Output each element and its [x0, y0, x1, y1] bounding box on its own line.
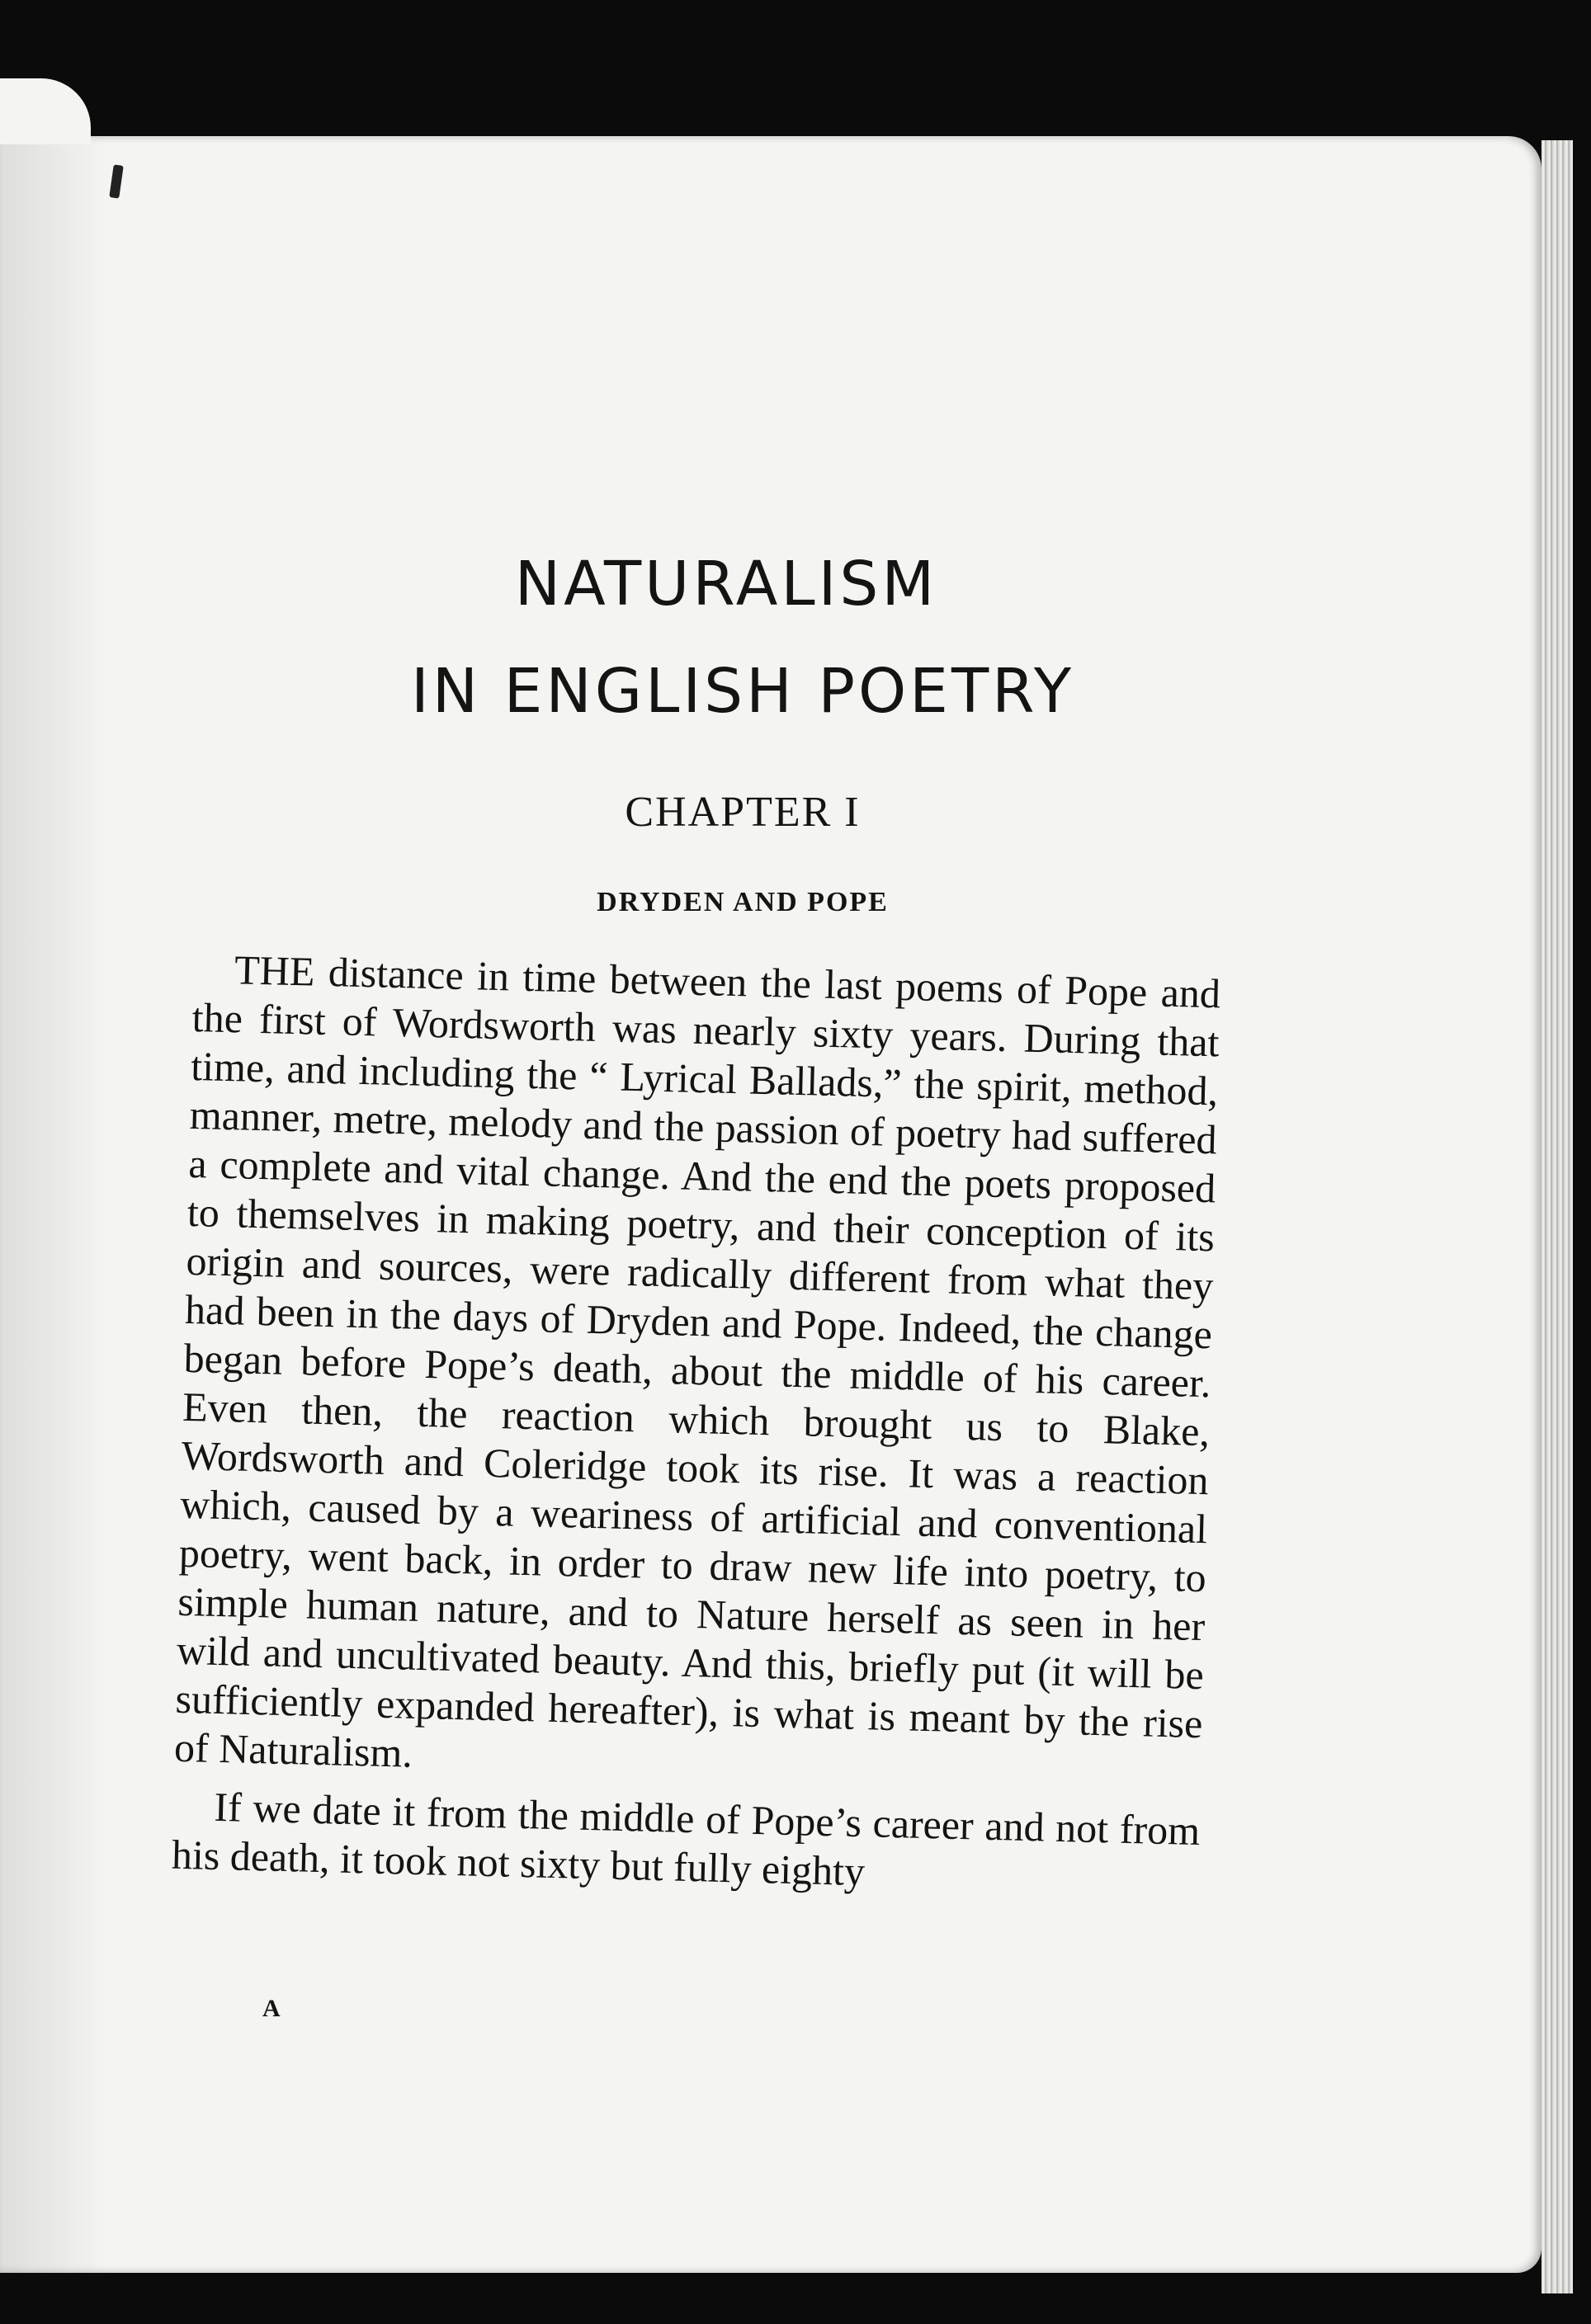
page-fold	[0, 78, 91, 144]
signature-mark: A	[262, 1995, 281, 2022]
paragraph-1: THE distance in time between the last poems of Pope and the first of Wordsworth was nearly sixty years. During that time, and including the “ Lyrical Ballads,” the spirit, method, manner, metre, melody and the passion of poetry had suffered a complete and vital change. And the end the poets proposed to themselves in making poetry, and their conception of its origin and sources, were radically different from what they had been in the days of Dryden and Pope. Indeed, the change began before Pope’s death, about the middle of his career. Even then, the reaction which brought us to Blake, Wordsworth and Coleridge took its rise. It was a reaction which, caused by a weariness of artificial and conventional poetry, went back, in order to draw new life into poetry, to simple human nature, and to Nature herself as seen in her wild and uncultivated beauty. And this, briefly put (it will be sufficiently expanded hereafter), is what is meant by the rise of Naturalism.	[173, 946, 1221, 1776]
book-title-line-1: NATURALISM	[514, 549, 938, 620]
binding-shadow	[0, 136, 107, 2273]
paragraph-2: If we date it from the middle of Pope’s career and not from his death, it took not sixty but fully eighty	[171, 1783, 1201, 1895]
page-edges	[1541, 140, 1573, 2293]
body-text	[171, 945, 1220, 1904]
section-heading: DRYDEN AND POPE	[597, 887, 889, 917]
chapter-heading: CHAPTER I	[625, 789, 861, 836]
book-title-line-2: IN ENGLISH POETRY	[410, 656, 1075, 727]
